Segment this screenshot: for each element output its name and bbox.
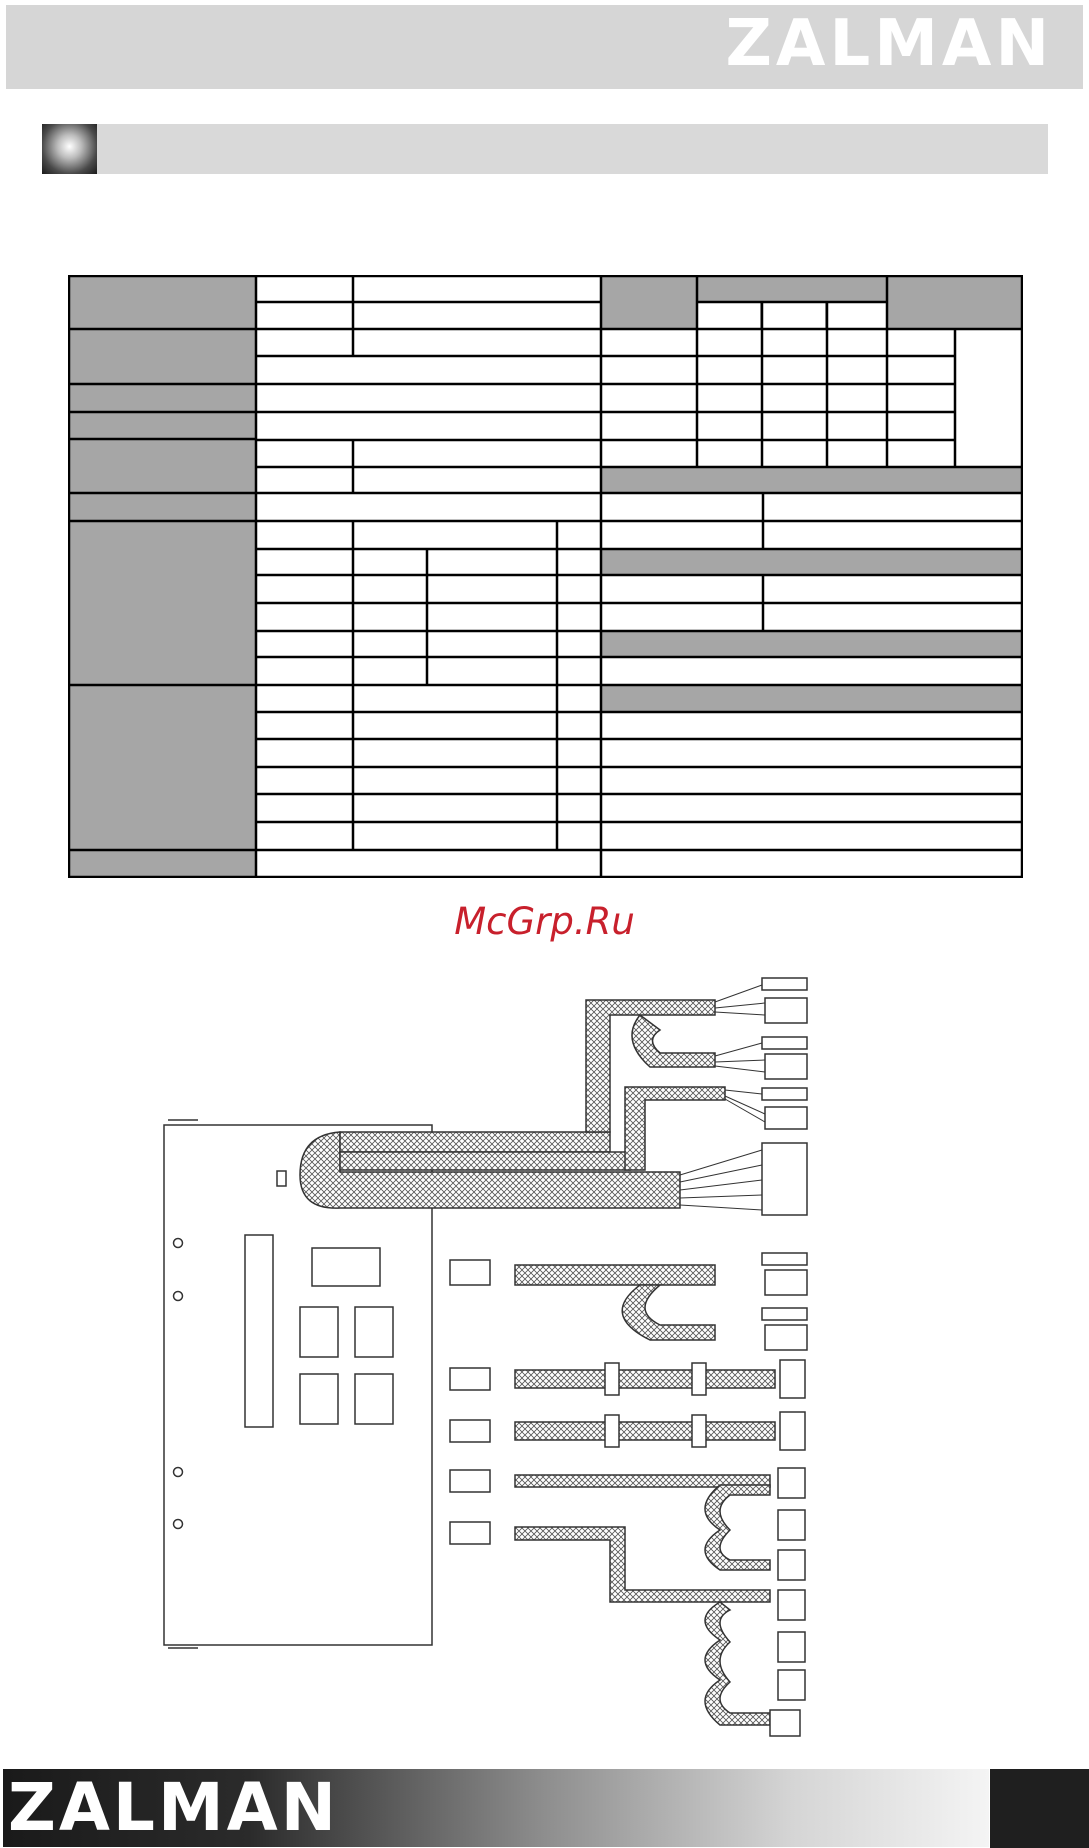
- section-title-bar: [42, 124, 1048, 174]
- specification-table: [68, 275, 1023, 878]
- psu-cable-diagram: [0, 970, 1089, 1750]
- footer-page-block: [990, 1769, 1089, 1848]
- section-bullet-icon: [42, 124, 97, 174]
- peripheral-cable-2: [450, 1412, 805, 1450]
- pcie-cable: [450, 1253, 807, 1350]
- peripheral-cable-1: [450, 1360, 805, 1398]
- header-logo: ZALMAN: [725, 7, 1053, 81]
- watermark-text: McGrp.Ru: [454, 900, 635, 943]
- sata-cable-1: [450, 1468, 805, 1580]
- footer-logo: ZALMAN: [8, 1769, 339, 1846]
- sata-cable-2: [450, 1522, 805, 1736]
- main-cable-bundle: [300, 1000, 725, 1208]
- atx-connectors: [762, 978, 807, 1215]
